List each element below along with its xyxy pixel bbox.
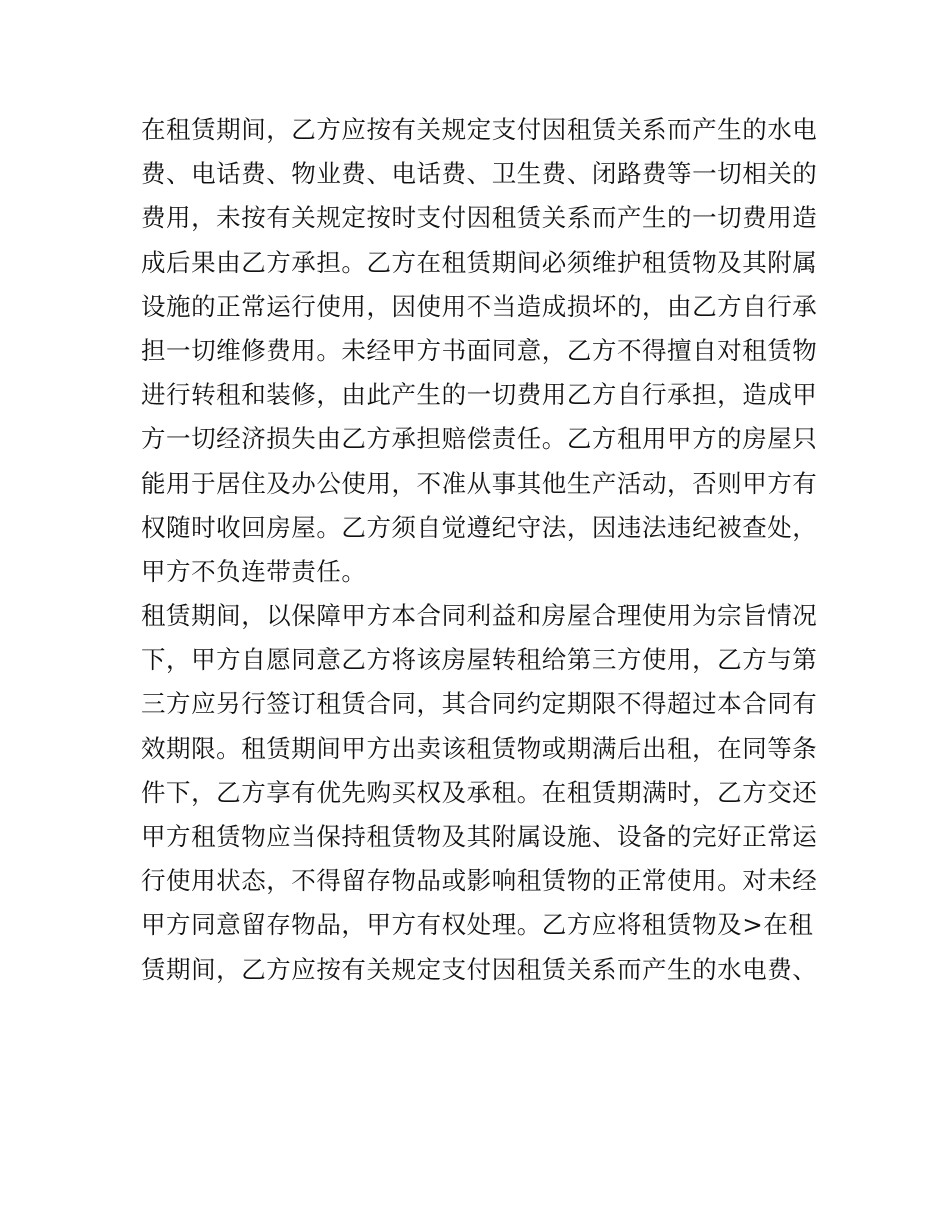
text-line: 赁期间，乙方应按有关规定支付因租赁关系而产生的水电费、 xyxy=(141,954,818,984)
document-body xyxy=(141,108,821,992)
text-line: 设施的正常运行使用，因使用不当造成损坏的，由乙方自行承 xyxy=(141,291,818,321)
text-line: 费用，未按有关规定按时支付因租赁关系而产生的一切费用造 xyxy=(141,203,818,233)
text-line: 进行转租和装修，由此产生的一切费用乙方自行承担，造成甲 xyxy=(141,380,818,410)
text-line: 权随时收回房屋。乙方须自觉遵纪守法，因违法违纪被查处， xyxy=(141,512,818,542)
text-line: 在租赁期间，乙方应按有关规定支付因租赁关系而产生的水电 xyxy=(141,115,818,144)
text-line: 能用于居住及办公使用，不准从事其他生产活动，否则甲方有 xyxy=(141,468,818,498)
text-line: 甲方同意留存物品，甲方有权处理。乙方应将租赁物及>在租 xyxy=(141,910,814,940)
text-line: 下，甲方自愿同意乙方将该房屋转租给第三方使用，乙方与第 xyxy=(141,645,818,675)
text-line: 租赁期间，以保障甲方本合同利益和房屋合理使用为宗旨情况 xyxy=(141,601,818,631)
text-line: 效期限。租赁期间甲方出卖该租赁物或期满后出租，在同等条 xyxy=(141,733,818,763)
text-line: 行使用状态，不得留存物品或影响租赁物的正常使用。对未经 xyxy=(141,866,818,896)
text-line: 甲方不负连带责任。 xyxy=(141,556,367,586)
text-line: 甲方租赁物应当保持租赁物及其附属设施、设备的完好正常运 xyxy=(141,822,818,851)
text-line: 三方应另行签订租赁合同，其合同约定期限不得超过本合同有 xyxy=(141,689,818,719)
text-line: 费、电话费、物业费、电话费、卫生费、闭路费等一切相关的 xyxy=(141,159,818,189)
text-line: 成后果由乙方承担。乙方在租赁期间必须维护租赁物及其附属 xyxy=(141,247,818,277)
text-line: 方一切经济损失由乙方承担赔偿责任。乙方租用甲方的房屋只 xyxy=(141,424,818,454)
text-line: 担一切维修费用。未经甲方书面同意，乙方不得擅自对租赁物 xyxy=(141,335,818,365)
text-line: 件下，乙方享有优先购买权及承租。在租赁期满时，乙方交还 xyxy=(141,777,818,807)
